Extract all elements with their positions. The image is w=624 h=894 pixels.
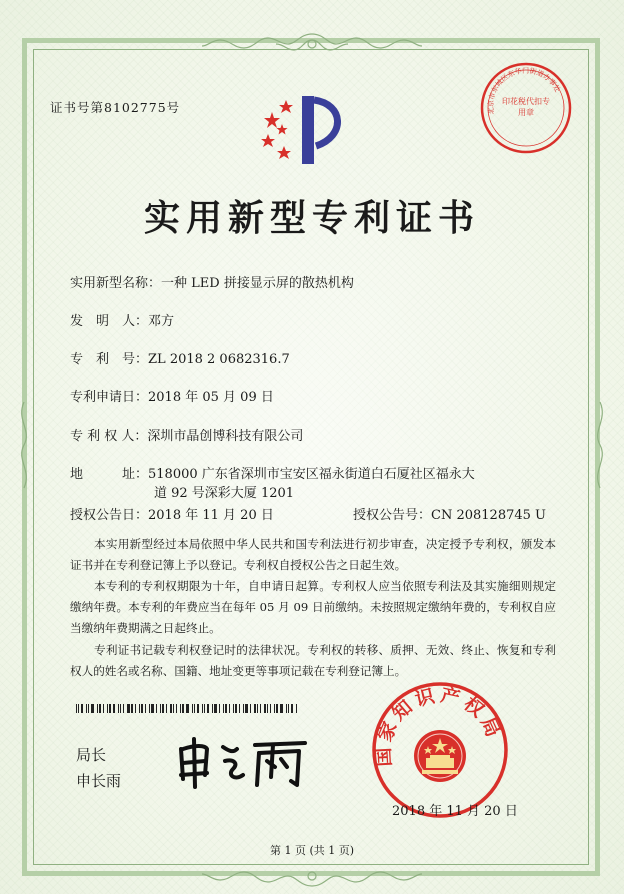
barcode-bar (274, 704, 275, 713)
barcode-bar (204, 704, 205, 713)
barcode-bar (254, 704, 256, 713)
barcode-bar (76, 704, 77, 713)
barcode-bar (182, 704, 184, 713)
barcode-bar (151, 704, 154, 713)
barcode-bar (91, 704, 94, 713)
grant-date-row (70, 507, 274, 525)
inventor-label: 发 明 人： (70, 314, 149, 329)
barcode-bar (103, 704, 104, 713)
seal-ring-text: 国家知识产权局 (372, 684, 506, 768)
patentee-row (70, 428, 303, 446)
barcode-bar (180, 704, 181, 713)
barcode-bar (225, 704, 227, 713)
filing-date-label: 专利申请日： (70, 390, 149, 405)
filing-date-row (70, 389, 274, 407)
utility-model-name-row (70, 275, 354, 293)
patent-number-value: ZL 2018 2 0682316.7 (148, 352, 290, 367)
barcode-bar (197, 704, 199, 713)
barcode-bar (141, 704, 143, 713)
barcode-bar (212, 704, 213, 713)
address-line-2: 道 92 号深彩大厦 1201 (154, 486, 295, 501)
barcode-bar (286, 704, 287, 713)
barcode (76, 704, 324, 713)
barcode-bar (296, 704, 297, 713)
utility-model-name-label: 实用新型名称： (70, 276, 162, 291)
barcode-bar (280, 704, 283, 713)
barcode-bar (118, 704, 119, 713)
barcode-bar (288, 704, 289, 713)
barcode-bar (120, 704, 121, 713)
grant-number-value: CN 208128745 U (431, 508, 546, 523)
barcode-bar (194, 704, 195, 713)
patentee-value: 深圳市晶创博科技有限公司 (147, 429, 304, 444)
barcode-bar (109, 704, 111, 713)
address-line-1: 518000 广东省深圳市宝安区福永街道白石厦社区福永大 (148, 467, 475, 482)
right-ornament (590, 400, 610, 490)
patent-office-logo-icon (258, 90, 358, 170)
signature-name: 申长雨 (76, 772, 122, 790)
barcode-bar (78, 704, 79, 713)
grant-date-label: 授权公告日： (70, 508, 149, 523)
handwritten-signature-icon (175, 735, 315, 791)
barcode-bar (173, 704, 174, 713)
patent-number-label: 专 利 号： (70, 352, 149, 367)
barcode-bar (107, 704, 108, 713)
barcode-bar (239, 704, 240, 713)
address-label: 地 址： (70, 467, 149, 482)
patentee-label: 专 利 权 人： (70, 429, 148, 444)
barcode-bar (233, 704, 234, 713)
patent-number-row (70, 351, 290, 369)
seal-date: 2018 年 11 月 20 日 (392, 804, 518, 819)
grant-number-label: 授权公告号： (353, 508, 432, 523)
address-row-2 (154, 485, 294, 503)
cnipa-official-seal (370, 680, 510, 820)
inventor-row (70, 313, 174, 331)
address-row (70, 466, 475, 484)
barcode-bar (99, 704, 101, 713)
inventor-value: 邓方 (148, 314, 175, 329)
barcode-bar (260, 704, 261, 713)
barcode-bar (257, 704, 258, 713)
barcode-bar (145, 704, 146, 713)
barcode-bar (131, 704, 133, 713)
barcode-bar (156, 704, 157, 713)
body-paragraph-3: 专利证书记载专利权登记时的法律状况。专利权的转移、质押、无效、终止、恢复和专利权人的姓名或名称、国籍、地址变更等事项记载在专利登记簿上。 (70, 643, 556, 678)
barcode-bar (88, 704, 89, 713)
barcode-bar (267, 704, 268, 713)
utility-model-name-value: 一种 LED 拼接显示屏的散热机构 (161, 276, 354, 291)
tax-stamp-center-text: 印花税代扣专用章 (502, 97, 550, 117)
barcode-bar (250, 704, 251, 713)
left-ornament (14, 400, 34, 490)
barcode-bar (202, 704, 203, 713)
certificate-serial-number: 证书号第8102775号 (50, 100, 181, 115)
barcode-bar (186, 704, 189, 713)
barcode-bar (113, 704, 115, 713)
grant-number-row (353, 507, 546, 525)
barcode-bar (149, 704, 150, 713)
barcode-bar (166, 704, 167, 713)
grant-date-value: 2018 年 11 月 20 日 (148, 508, 274, 523)
barcode-bar (192, 704, 193, 713)
top-ornament (200, 30, 424, 58)
barcode-bar (235, 704, 237, 713)
barcode-bar (276, 704, 278, 713)
tax-stamp-ring-text: 北京市东城区东华门街道办事处 (486, 66, 562, 115)
signature-title: 局长 (76, 746, 107, 764)
bottom-ornament (200, 862, 424, 890)
barcode-bar (97, 704, 98, 713)
certificate-title: 实用新型专利证书 (143, 197, 480, 239)
body-paragraph-2: 本专利的专利权期限为十年，自申请日起算。专利权人应当依照专利法及其实施细则规定缴纳年费。本专利的年费应当在每年 05 月 09 日前缴纳。未按照规定缴纳年费的，专利权自应当缴纳年费期满之日起终止。 (70, 579, 556, 635)
barcode-bar (162, 704, 164, 713)
body-paragraph-1: 本实用新型经过本局依照中华人民共和国专利法进行初步审查，决定授予专利权，颁发本证书并在专利登记簿上予以登记。专利权自授权公告之日起生效。 (70, 537, 556, 572)
barcode-bar (170, 704, 172, 713)
barcode-bar (291, 704, 293, 713)
barcode-bar (229, 704, 230, 713)
barcode-bar (214, 704, 217, 713)
filing-date-value: 2018 年 05 月 09 日 (148, 390, 274, 405)
tax-stamp-seal (478, 60, 574, 156)
barcode-bar (123, 704, 124, 713)
barcode-bar (270, 704, 271, 713)
page-number: 第 1 页 (共 1 页) (269, 844, 355, 857)
national-emblem-icon (414, 730, 466, 782)
barcode-bar (81, 704, 83, 713)
barcode-bar (135, 704, 136, 713)
barcode-bar (86, 704, 87, 713)
barcode-bar (219, 704, 220, 713)
barcode-bar (245, 704, 248, 713)
barcode-bar (207, 704, 209, 713)
barcode-bar (176, 704, 177, 713)
barcode-bar (127, 704, 130, 713)
barcode-bar (223, 704, 224, 713)
barcode-bar (160, 704, 161, 713)
barcode-bar (139, 704, 140, 713)
barcode-bar (243, 704, 244, 713)
barcode-bar (264, 704, 266, 713)
